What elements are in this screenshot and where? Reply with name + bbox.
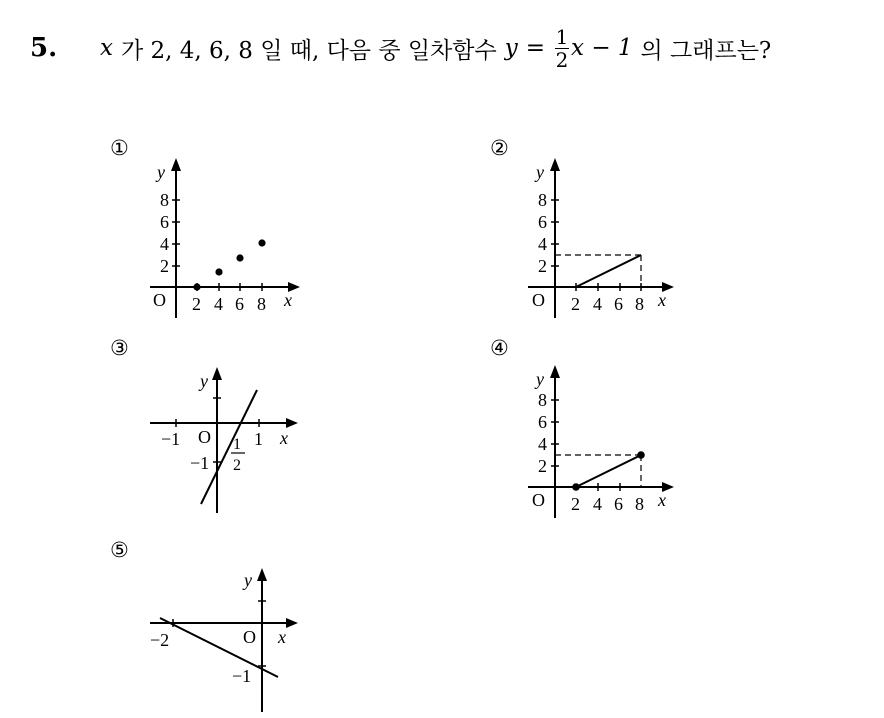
y-tick-label: 2 <box>160 256 169 276</box>
x-tick-label: 8 <box>635 294 644 314</box>
graph-line <box>160 618 278 677</box>
y-axis-label: y <box>157 162 165 182</box>
x-tick-neg1: −1 <box>161 429 181 449</box>
x-tick-label: 2 <box>571 494 580 514</box>
y-axis-label: y <box>536 162 544 182</box>
half-denominator: 2 <box>233 457 241 474</box>
x-tick-label: 2 <box>192 294 201 314</box>
fraction-numerator: 1 <box>555 24 569 49</box>
y-tick-label: 2 <box>538 256 547 276</box>
y-tick-label: 8 <box>160 190 169 210</box>
x-tick-label: 6 <box>614 294 623 314</box>
y-tick-label: 6 <box>538 412 547 432</box>
x-axis-label: x <box>278 627 286 647</box>
half-numerator: 1 <box>233 436 241 453</box>
y-axis-arrow-icon <box>257 568 267 581</box>
x-axis-label: x <box>280 428 288 448</box>
y-tick-label: 6 <box>538 212 547 232</box>
y-axis-label: y <box>200 371 208 391</box>
y-tick-label: 8 <box>538 190 547 210</box>
x-tick-label: 6 <box>614 494 623 514</box>
x-tick-label: 2 <box>571 294 580 314</box>
expression-rest: x − 1 <box>571 35 633 61</box>
y-tick-label: 8 <box>538 390 547 410</box>
y-tick-label: 2 <box>538 456 547 476</box>
origin-label: O <box>243 627 256 647</box>
x-axis-arrow-icon <box>286 618 298 628</box>
origin-label: O <box>153 290 166 310</box>
choice-1-marker: ① <box>110 136 129 160</box>
x-tick-label: 8 <box>257 294 266 314</box>
x-axis-label: x <box>658 290 666 310</box>
equals-sign: = <box>525 35 546 61</box>
choice-3-marker: ③ <box>110 336 129 360</box>
question-number: 5. <box>30 33 58 63</box>
y-axis-label: y <box>536 369 544 389</box>
y-tick-label: 4 <box>160 234 169 254</box>
choice-4-marker: ④ <box>490 336 509 360</box>
fraction-denominator: 2 <box>555 47 569 72</box>
y-tick-label: 6 <box>160 212 169 232</box>
y-axis-label: y <box>244 570 252 590</box>
var-y: y <box>504 35 518 61</box>
x-tick-label: 4 <box>593 294 602 314</box>
x-axis-label: x <box>658 490 666 510</box>
question-text-part2: 의 그래프는? <box>640 37 772 64</box>
origin-label: O <box>198 427 211 447</box>
choice-2-marker: ② <box>490 136 509 160</box>
question-text-part1: 가 2, 4, 6, 8 일 때, 다음 중 일차함수 <box>120 37 497 64</box>
x-tick-1: 1 <box>254 429 263 449</box>
origin-label: O <box>532 490 545 510</box>
choice-5-marker: ⑤ <box>110 538 129 562</box>
y-tick-neg1: −1 <box>190 453 210 473</box>
y-tick-label: 4 <box>538 234 547 254</box>
x-tick-label: 4 <box>593 494 602 514</box>
origin-label: O <box>532 290 545 310</box>
x-tick-neg2: −2 <box>150 630 170 650</box>
x-tick-label: 4 <box>214 294 223 314</box>
x-axis-label: x <box>284 290 292 310</box>
var-x: x <box>100 35 113 61</box>
y-tick-neg1: −1 <box>232 666 252 686</box>
y-tick-label: 4 <box>538 434 547 454</box>
x-tick-label: 6 <box>235 294 244 314</box>
x-tick-label: 8 <box>635 494 644 514</box>
